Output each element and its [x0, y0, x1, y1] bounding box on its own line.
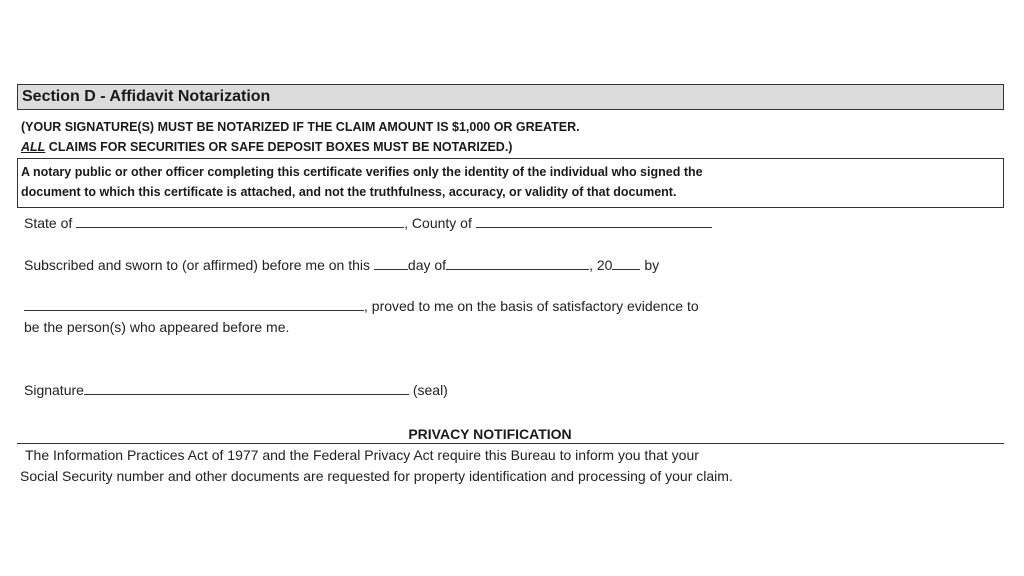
privacy-notification-title: PRIVACY NOTIFICATION	[408, 426, 572, 442]
year-prefix-label: , 20	[589, 257, 613, 273]
privacy-divider	[17, 443, 1004, 444]
section-title: Section D - Affidavit Notarization	[22, 88, 271, 105]
section-d-header	[17, 84, 1004, 110]
county-label: , County of	[404, 215, 472, 231]
notary-disclaimer-line1: A notary public or other officer completing this certificate verifies only the identity of the individual who signed the	[21, 165, 703, 179]
by-label: by	[644, 257, 660, 273]
privacy-text-line1: The Information Practices Act of 1977 and the Federal Privacy Act require this Bureau to inform you that your	[25, 447, 699, 463]
year-input-line[interactable]	[612, 257, 640, 270]
privacy-text-line2: Social Security number and other documents are requested for property identification and processing of your claim.	[20, 468, 733, 484]
day-number-input-line[interactable]	[374, 257, 408, 270]
state-label: State of	[24, 215, 73, 231]
notary-disclaimer-line2: document to which this certificate is attached, and not the truthfulness, accuracy, or validity of that document.	[21, 185, 677, 199]
subscribed-row	[24, 257, 659, 273]
notarization-requirement-notice: (YOUR SIGNATURE(S) MUST BE NOTARIZED IF THE CLAIM AMOUNT IS $1,000 OR GREATER.	[21, 120, 580, 134]
county-input-line[interactable]	[476, 215, 712, 228]
state-input-line[interactable]	[76, 215, 404, 228]
appeared-text: be the person(s) who appeared before me.	[24, 319, 290, 335]
signature-label: Signature	[24, 382, 84, 398]
signature-input-line[interactable]	[84, 382, 409, 395]
state-county-row	[24, 215, 712, 231]
signature-row	[24, 382, 448, 398]
notary-disclaimer-box	[17, 158, 1004, 208]
proved-row	[24, 298, 699, 314]
day-of-label: day of	[407, 257, 447, 273]
month-input-line[interactable]	[446, 257, 589, 270]
all-emphasis: ALL	[21, 140, 46, 154]
seal-label: (seal)	[412, 382, 448, 398]
signer-name-input-line[interactable]	[24, 298, 364, 311]
proved-text: , proved to me on the basis of satisfactory evidence to	[364, 298, 699, 314]
securities-notarization-notice	[21, 140, 512, 154]
notice-line2-text: CLAIMS FOR SECURITIES OR SAFE DEPOSIT BOXES MUST BE NOTARIZED.)	[45, 140, 513, 154]
subscribed-label: Subscribed and sworn to (or affirmed) before me on this	[24, 257, 371, 273]
